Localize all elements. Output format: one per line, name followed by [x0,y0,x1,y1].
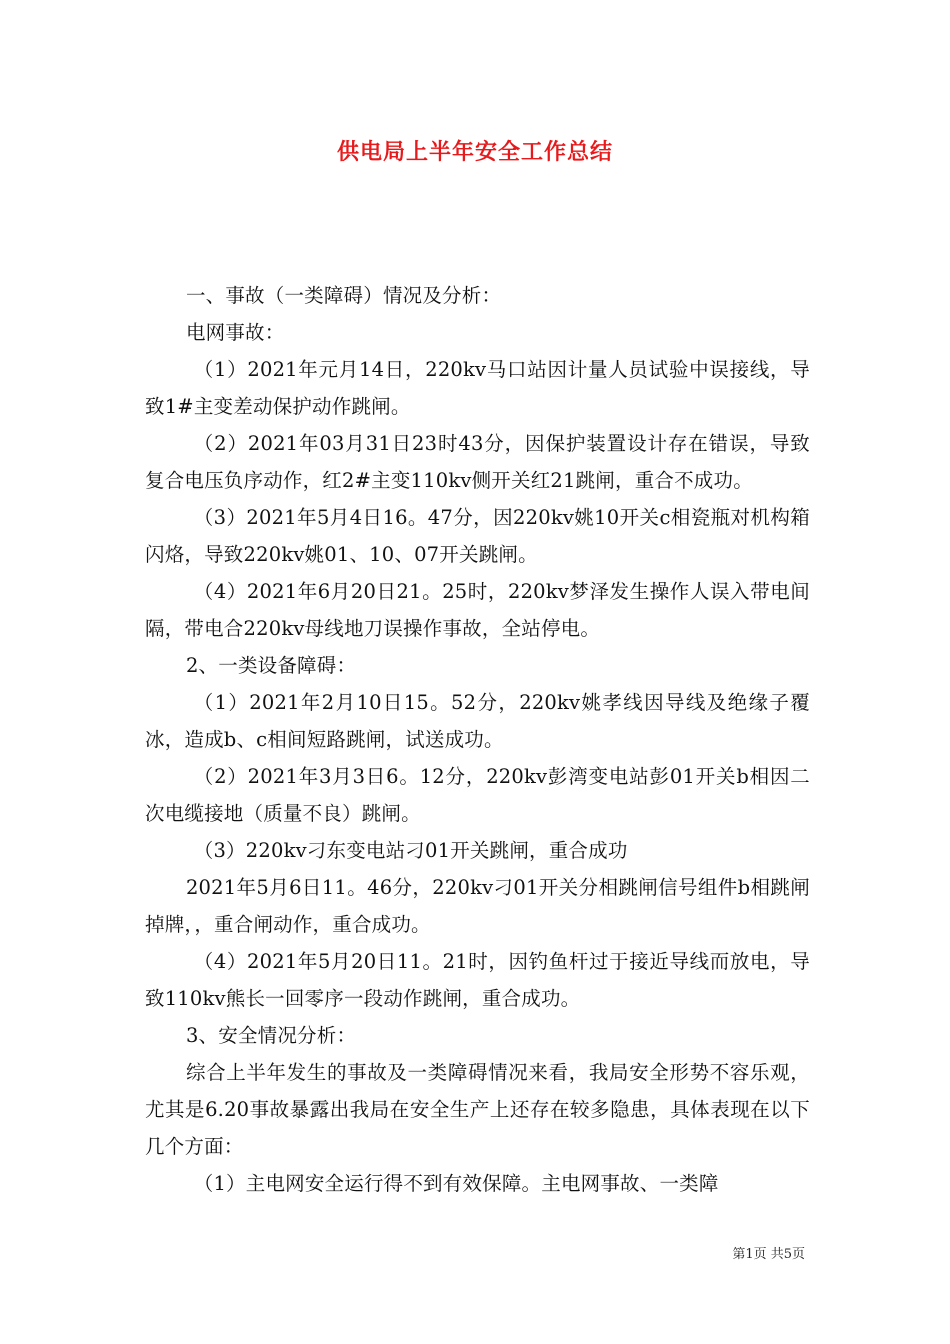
paragraph: （1）2021年元月14日，220kv马口站因计量人员试验中误接线，导致1#主变差动保护动作跳闸。 [145,358,810,418]
paragraph: （2）2021年3月3日6。12分，220kv彭湾变电站彭01开关b相因二次电缆接地（质量不良）跳闸。 [145,765,810,825]
paragraph: 2021年5月6日11。46分，220kv刁01开关分相跳闸信号组件b相跳闸掉牌，，重合闸动作，重合成功。 [145,876,810,936]
paragraph: （4）2021年5月20日11。21时，因钓鱼杆过于接近导线而放电，导致110kv熊长一回零序一段动作跳闸，重合成功。 [145,950,810,1010]
paragraph: （2）2021年03月31日23时43分，因保护装置设计存在错误，导致复合电压负序动作，红2#主变110kv侧开关红21跳闸，重合不成功。 [145,432,810,492]
paragraph: 综合上半年发生的事故及一类障碍情况来看，我局安全形势不容乐观，尤其是6.20事故暴露出我局在安全生产上还存在较多隐患，具体表现在以下几个方面： [145,1061,810,1158]
document-title: 供电局上半年安全工作总结 [336,140,613,165]
paragraph: （4）2021年6月20日21。25时，220kv梦泽发生操作人误入带电间隔，带电合220kv母线地刀误操作事故，全站停电。 [145,580,810,640]
paragraph: 电网事故： [185,321,285,344]
paragraph: 3、安全情况分析： [185,1024,357,1047]
page-number: 第1页 共5页 [732,1247,805,1262]
paragraph: 2、一类设备障碍： [185,654,357,677]
paragraph: （3）220kv刁东变电站刁01开关跳闸，重合成功 [193,839,628,862]
paragraph: 一、事故（一类障碍）情况及分析： [185,284,502,307]
paragraph: （1）2021年2月10日15。52分，220kv姚孝线因导线及绝缘子覆冰，造成b、c相间短路跳闸，试送成功。 [145,691,810,751]
paragraph: （1）主电网安全运行得不到有效保障。主电网事故、一类障 [193,1172,719,1195]
document-body [145,277,810,1202]
paragraph: （3）2021年5月4日16。47分，因220kv姚10开关c相瓷瓶对机构箱闪烙，导致220kv姚01、10、07开关跳闸。 [145,506,810,566]
